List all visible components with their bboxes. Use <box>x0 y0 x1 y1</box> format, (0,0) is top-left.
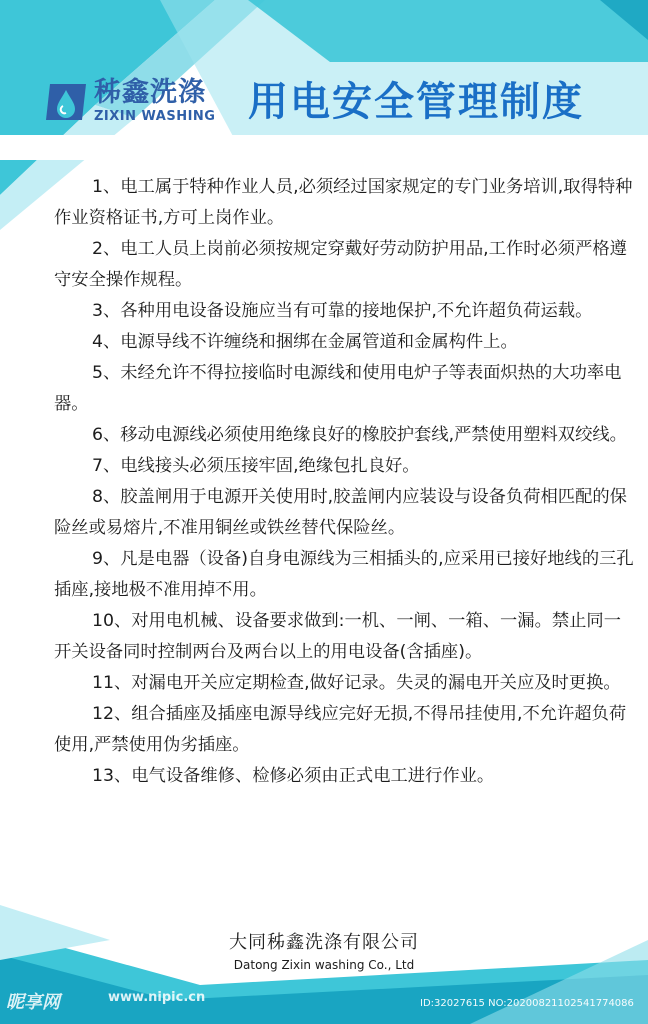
company-footer <box>0 930 648 974</box>
rule-item: 1、电工属于特种作业人员,必须经过国家规定的专门业务培训,取得特种作业资格证书,方可上岗作业。 <box>54 177 633 228</box>
rule-item: 2、电工人员上岗前必须按规定穿戴好劳动防护用品,工作时必须严格遵守安全操作规程。 <box>54 239 627 290</box>
rule-item: 9、凡是电器（设备)自身电源线为三相插头的,应采用已接好地线的三孔插座,接地极不准用掉不用。 <box>54 549 634 600</box>
rule-item: 10、对用电机械、设备要求做到:一机、一闸、一箱、一漏。禁止同一开关设备同时控制两台及两台以上的用电设备(含插座)。 <box>54 611 621 662</box>
rules-list <box>54 172 634 792</box>
rule-item: 4、电源导线不许缠绕和捆绑在金属管道和金属构件上。 <box>92 332 518 352</box>
rule-item: 8、胶盖闸用于电源开关使用时,胶盖闸内应装设与设备负荷相匹配的保险丝或易熔片,不准用铜丝或铁丝替代保险丝。 <box>54 487 627 538</box>
brand-logo <box>44 78 234 126</box>
rule-item: 11、对漏电开关应定期检查,做好记录。失灵的漏电开关应及时更换。 <box>92 673 621 693</box>
watermark-id: ID:32027615 NO:20200821102541774086 <box>420 998 634 1009</box>
rule-item: 7、电线接头必须压接牢固,绝缘包扎良好。 <box>92 456 420 476</box>
water-drop-icon <box>44 80 88 124</box>
rule-item: 5、未经允许不得拉接临时电源线和使用电炉子等表面炽热的大功率电器。 <box>54 363 622 414</box>
company-name-cn: 大同秭鑫洗涤有限公司 <box>229 932 419 953</box>
rule-item: 6、移动电源线必须使用绝缘良好的橡胶护套线,严禁使用塑料双绞线。 <box>92 425 627 445</box>
brand-name-cn: 秭鑫洗涤 <box>94 77 206 108</box>
company-name-en: Datong Zixin washing Co., Ltd <box>233 958 415 972</box>
brand-name-en: ZIXIN WASHING <box>94 109 216 124</box>
page-title: 用电安全管理制度 <box>248 79 584 125</box>
watermark-site-url: www.nipic.cn <box>108 990 206 1005</box>
watermark-site-name: 昵享网 <box>6 992 60 1013</box>
rule-item: 13、电气设备维修、检修必须由正式电工进行作业。 <box>92 766 495 786</box>
rule-item: 3、各种用电设备设施应当有可靠的接地保护,不允许超负荷运载。 <box>92 301 593 321</box>
rule-item: 12、组合插座及插座电源导线应完好无损,不得吊挂使用,不允许超负荷使用,严禁使用伪劣插座。 <box>54 704 627 755</box>
